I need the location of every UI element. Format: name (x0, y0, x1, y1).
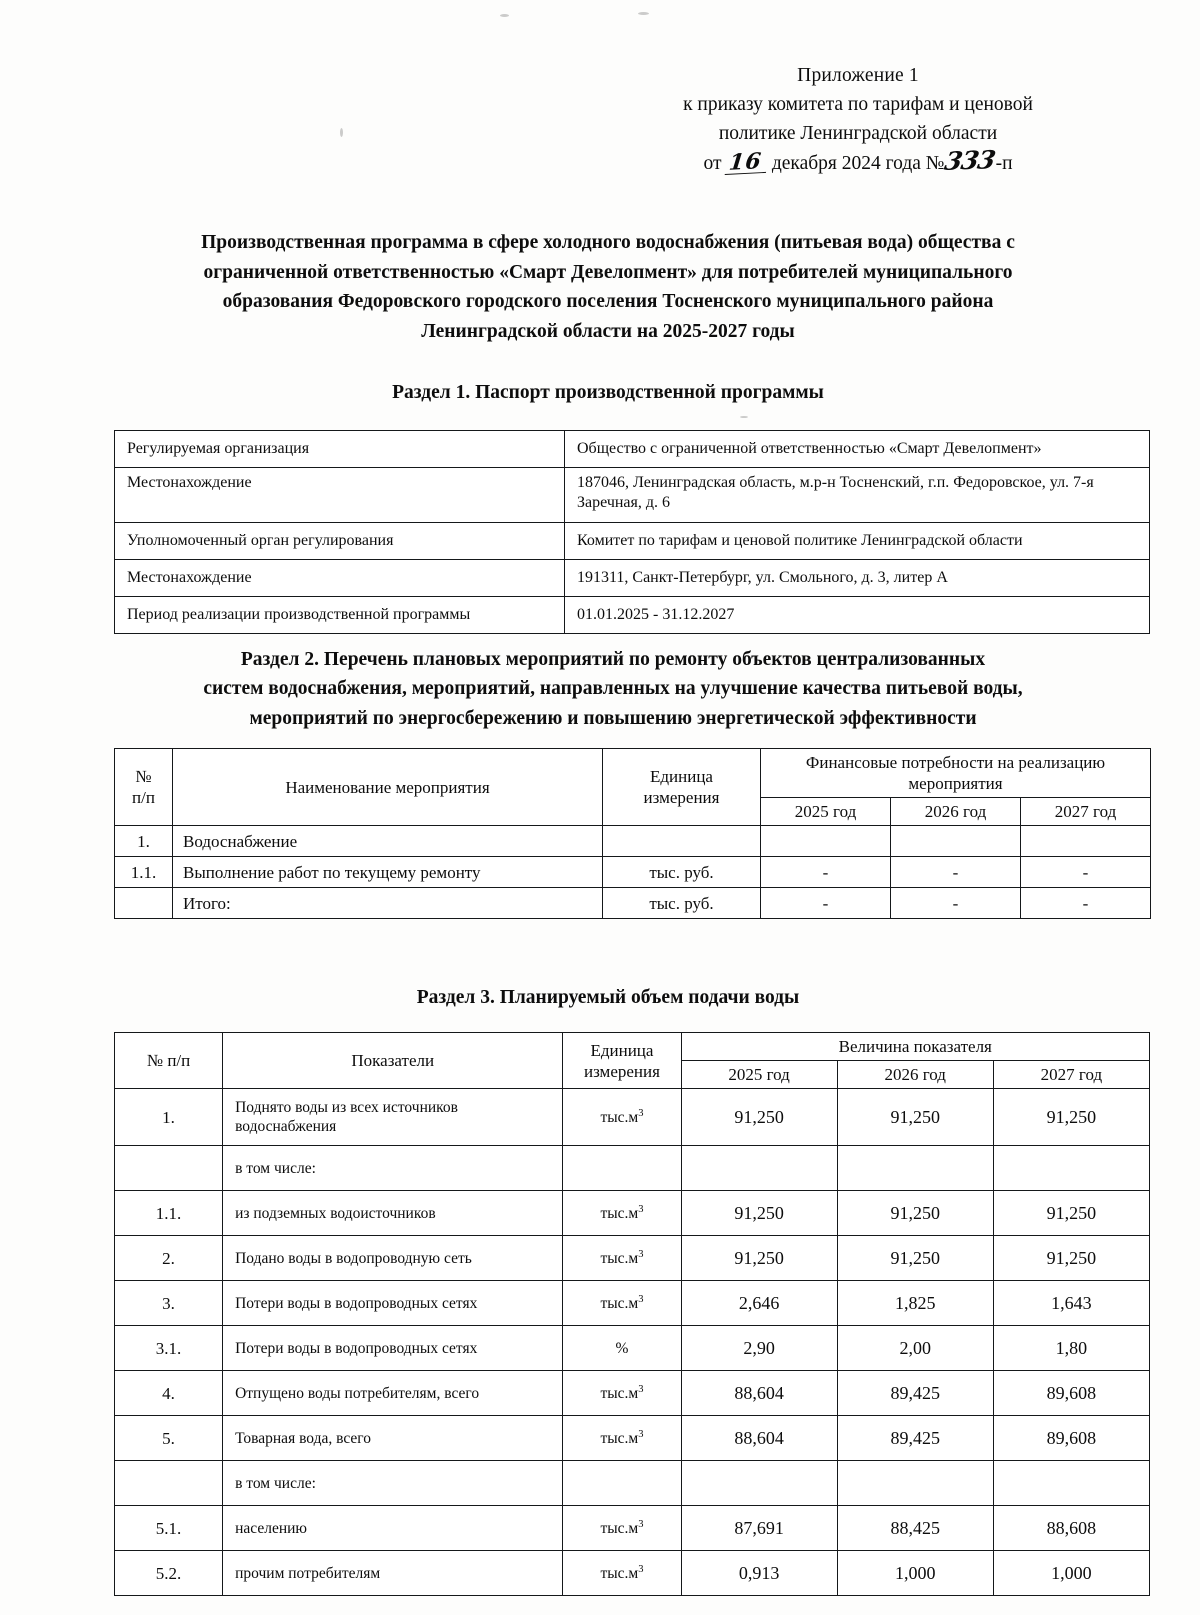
row-unit (563, 1146, 681, 1191)
row-value-2025 (761, 826, 891, 857)
col-header-year-2026: 2026 год (891, 798, 1021, 826)
row-value-2027: 89,608 (993, 1371, 1149, 1416)
col-header-financial-group-line2: мероприятия (908, 774, 1003, 794)
table-row (115, 597, 1150, 634)
table-row (115, 888, 1151, 919)
row-np: 4. (115, 1371, 223, 1416)
row-value-2025: - (761, 857, 891, 888)
col-header-np (115, 749, 173, 826)
row-unit: $тыс.м^3$ (563, 1191, 681, 1236)
row-value-2026: 91,250 (837, 1191, 993, 1236)
row-value-2025: 0,913 (681, 1551, 837, 1596)
table-row (115, 1146, 1150, 1191)
row-measure-name: Выполнение работ по текущему ремонту (173, 857, 603, 888)
section-3-heading: Раздел 3. Планируемый объем подачи воды (416, 987, 800, 1008)
row-value-2027: 88,608 (993, 1506, 1149, 1551)
row-value-2025: 2,90 (681, 1326, 837, 1371)
section-2-heading-line-1: Раздел 2. Перечень плановых мероприятий по ремонту объектов централизованных (240, 649, 986, 670)
table-row (115, 560, 1150, 597)
row-total-label: Итого: (173, 888, 603, 919)
section-2-heading (108, 645, 1118, 733)
row-value-2026 (837, 1461, 993, 1506)
passport-key: Период реализации производственной программы (115, 597, 565, 634)
col-header-year-2027: 2027 год (993, 1061, 1149, 1089)
row-value-2027: 91,250 (993, 1236, 1149, 1281)
passport-table (114, 430, 1150, 634)
row-np: 1.1. (115, 857, 173, 888)
col-header-np-line1: № (135, 767, 152, 787)
row-value-2025: 88,604 (681, 1416, 837, 1461)
table-row (115, 1191, 1150, 1236)
row-value-2027: 89,608 (993, 1416, 1149, 1461)
row-value-2026 (891, 826, 1021, 857)
col-header-unit (603, 749, 761, 826)
row-np: 5.1. (115, 1506, 223, 1551)
document-header (598, 62, 1118, 178)
row-unit: $тыс.м^3$ (563, 1236, 681, 1281)
row-np: 5.2. (115, 1551, 223, 1596)
row-np: 1. (115, 826, 173, 857)
col-header-unit-line2: измерения (643, 788, 720, 808)
row-unit (603, 826, 761, 857)
table-row (115, 1461, 1150, 1506)
section-1-heading: Раздел 1. Паспорт производственной программы (392, 382, 824, 403)
row-value-2026: 91,250 (837, 1089, 993, 1146)
row-indicator: в том числе: (223, 1146, 563, 1191)
scan-artifact (740, 416, 748, 418)
col-header-measure-name: Наименование мероприятия (173, 749, 603, 826)
row-value-2026: 1,000 (837, 1551, 993, 1596)
col-header-financial-group (761, 749, 1151, 798)
row-value-2027: 91,250 (993, 1089, 1149, 1146)
row-np: 1.1. (115, 1191, 223, 1236)
row-indicator: в том числе: (223, 1461, 563, 1506)
row-value-2025: 91,250 (681, 1236, 837, 1281)
table-row (115, 468, 1150, 523)
row-value-2027: 1,000 (993, 1551, 1149, 1596)
date-rest: декабря 2024 года № (771, 152, 945, 174)
col-header-financial-group-line1: Финансовые потребности на реализацию (805, 753, 1106, 772)
col-header-unit-line2: измерения (583, 1061, 660, 1081)
handwritten-day: 16 (725, 151, 768, 175)
col-header-unit-line1: Единица (590, 1040, 654, 1060)
handwritten-order-number: 333 (942, 144, 998, 176)
row-indicator: прочим потребителям (223, 1551, 563, 1596)
table-row (115, 1281, 1150, 1326)
row-unit: $тыс.м^3$ (563, 1551, 681, 1596)
row-value-2025: 87,691 (681, 1506, 837, 1551)
table-row (115, 1506, 1150, 1551)
page-title-line-3: образования Федоровского городского поселения Тосненского муниципального района (222, 291, 994, 313)
row-indicator: из подземных водоисточников (223, 1191, 563, 1236)
col-header-unit (563, 1033, 681, 1089)
row-unit: $тыс.м^3$ (563, 1371, 681, 1416)
row-value-2026: 2,00 (837, 1326, 993, 1371)
row-indicator: Потери воды в водопроводных сетях (223, 1326, 563, 1371)
row-value-2027 (993, 1146, 1149, 1191)
col-header-year-2025: 2025 год (681, 1061, 837, 1089)
row-unit (563, 1461, 681, 1506)
row-np (115, 888, 173, 919)
table-row (115, 1371, 1150, 1416)
header-order-line-2: политике Ленинградской области (718, 122, 998, 144)
row-value-2026: 89,425 (837, 1371, 993, 1416)
row-value-2025 (681, 1146, 837, 1191)
row-value-2026: 89,425 (837, 1416, 993, 1461)
row-value-2027 (1021, 826, 1151, 857)
row-indicator: Подано воды в водопроводную сеть (223, 1236, 563, 1281)
col-header-year-2027: 2027 год (1021, 798, 1151, 826)
passport-key: Уполномоченный орган регулирования (115, 523, 565, 560)
header-date-line (598, 144, 1118, 179)
col-header-year-2026: 2026 год (837, 1061, 993, 1089)
row-indicator: населению (223, 1506, 563, 1551)
col-header-np-line2: п/п (132, 788, 155, 808)
row-value-2027: - (1021, 888, 1151, 919)
row-value-2026: - (891, 888, 1021, 919)
page-title (108, 228, 1108, 347)
row-value-2026 (837, 1146, 993, 1191)
table-row (115, 431, 1150, 468)
row-unit: тыс. руб. (603, 857, 761, 888)
row-measure-name: Водоснабжение (173, 826, 603, 857)
row-value-2026: - (891, 857, 1021, 888)
table-header-row (115, 1033, 1150, 1061)
col-header-year-2025: 2025 год (761, 798, 891, 826)
row-indicator: Потери воды в водопроводных сетях (223, 1281, 563, 1326)
col-header-indicator: Показатели (223, 1033, 563, 1089)
passport-key: Местонахождение (115, 560, 565, 597)
table-row (115, 1416, 1150, 1461)
passport-value: Общество с ограниченной ответственностью «Смарт Девелопмент» (565, 431, 1150, 468)
row-value-2025: 88,604 (681, 1371, 837, 1416)
col-header-unit-line1: Единица (650, 767, 713, 787)
table-row (115, 1551, 1150, 1596)
row-value-2027: 91,250 (993, 1191, 1149, 1236)
row-unit: $тыс.м^3$ (563, 1506, 681, 1551)
row-value-2026: 88,425 (837, 1506, 993, 1551)
header-appendix-line: Приложение 1 (797, 65, 919, 86)
page-title-line-1: Производственная программа в сфере холодного водоснабжения (питьевая вода) общества с (201, 232, 1015, 253)
scan-artifact (638, 12, 649, 15)
row-value-2025: 2,646 (681, 1281, 837, 1326)
row-unit: $тыс.м^3$ (563, 1089, 681, 1146)
row-np (115, 1461, 223, 1506)
passport-key: Местонахождение (115, 468, 565, 523)
table-row (115, 1326, 1150, 1371)
row-np (115, 1146, 223, 1191)
water-volume-table (114, 1032, 1150, 1596)
passport-value: 01.01.2025 - 31.12.2027 (565, 597, 1150, 634)
row-indicator: Товарная вода, всего (223, 1416, 563, 1461)
repair-measures-table (114, 748, 1151, 919)
table-row (115, 1089, 1150, 1146)
table-row (115, 523, 1150, 560)
table-header-row (115, 749, 1151, 798)
row-value-2027: 1,80 (993, 1326, 1149, 1371)
row-value-2025: 91,250 (681, 1191, 837, 1236)
section-2-heading-line-3: мероприятий по энергосбережению и повышению энергетической эффективности (249, 707, 977, 729)
passport-key: Регулируемая организация (115, 431, 565, 468)
passport-value: Комитет по тарифам и ценовой политике Ленинградской области (565, 523, 1150, 560)
page-title-line-2: ограниченной ответственностью «Смарт Девелопмент» для потребителей муниципального (203, 261, 1013, 283)
scan-artifact (500, 14, 509, 17)
row-indicator: Отпущено воды потребителям, всего (223, 1371, 563, 1416)
section-2-heading-line-2: систем водоснабжения, мероприятий, направленных на улучшение качества питьевой воды, (203, 678, 1023, 700)
row-value-2025: 91,250 (681, 1089, 837, 1146)
row-value-2027 (993, 1461, 1149, 1506)
row-np: 2. (115, 1236, 223, 1281)
row-value-2027: - (1021, 857, 1151, 888)
row-unit: $тыс.м^3$ (563, 1281, 681, 1326)
row-value-2027: 1,643 (993, 1281, 1149, 1326)
date-prefix: от (703, 152, 722, 174)
row-value-2026: 91,250 (837, 1236, 993, 1281)
row-value-2025 (681, 1461, 837, 1506)
row-unit: $тыс.м^3$ (563, 1416, 681, 1461)
row-value-2025: - (761, 888, 891, 919)
col-header-value-group: Величина показателя (681, 1033, 1149, 1061)
row-unit: тыс. руб. (603, 888, 761, 919)
row-np: 5. (115, 1416, 223, 1461)
table-row (115, 1236, 1150, 1281)
table-row (115, 857, 1151, 888)
row-np: 1. (115, 1089, 223, 1146)
col-header-np: № п/п (115, 1033, 223, 1089)
row-unit: % (563, 1326, 681, 1371)
row-np: 3.1. (115, 1326, 223, 1371)
header-order-line-1: к приказу комитета по тарифам и ценовой (683, 93, 1033, 115)
row-value-2026: 1,825 (837, 1281, 993, 1326)
passport-value: 187046, Ленинградская область, м.р-н Тосненский, г.п. Федоровское, ул. 7-я Заречная, д. 6 (565, 468, 1150, 523)
page-title-line-4: Ленинградской области на 2025-2027 годы (421, 320, 795, 342)
row-np: 3. (115, 1281, 223, 1326)
scan-artifact (340, 128, 343, 137)
order-suffix: -п (995, 152, 1013, 174)
row-indicator: Поднято воды из всех источников водоснабжения (223, 1089, 563, 1146)
table-row (115, 826, 1151, 857)
passport-value: 191311, Санкт-Петербург, ул. Смольного, д. 3, литер А (565, 560, 1150, 597)
